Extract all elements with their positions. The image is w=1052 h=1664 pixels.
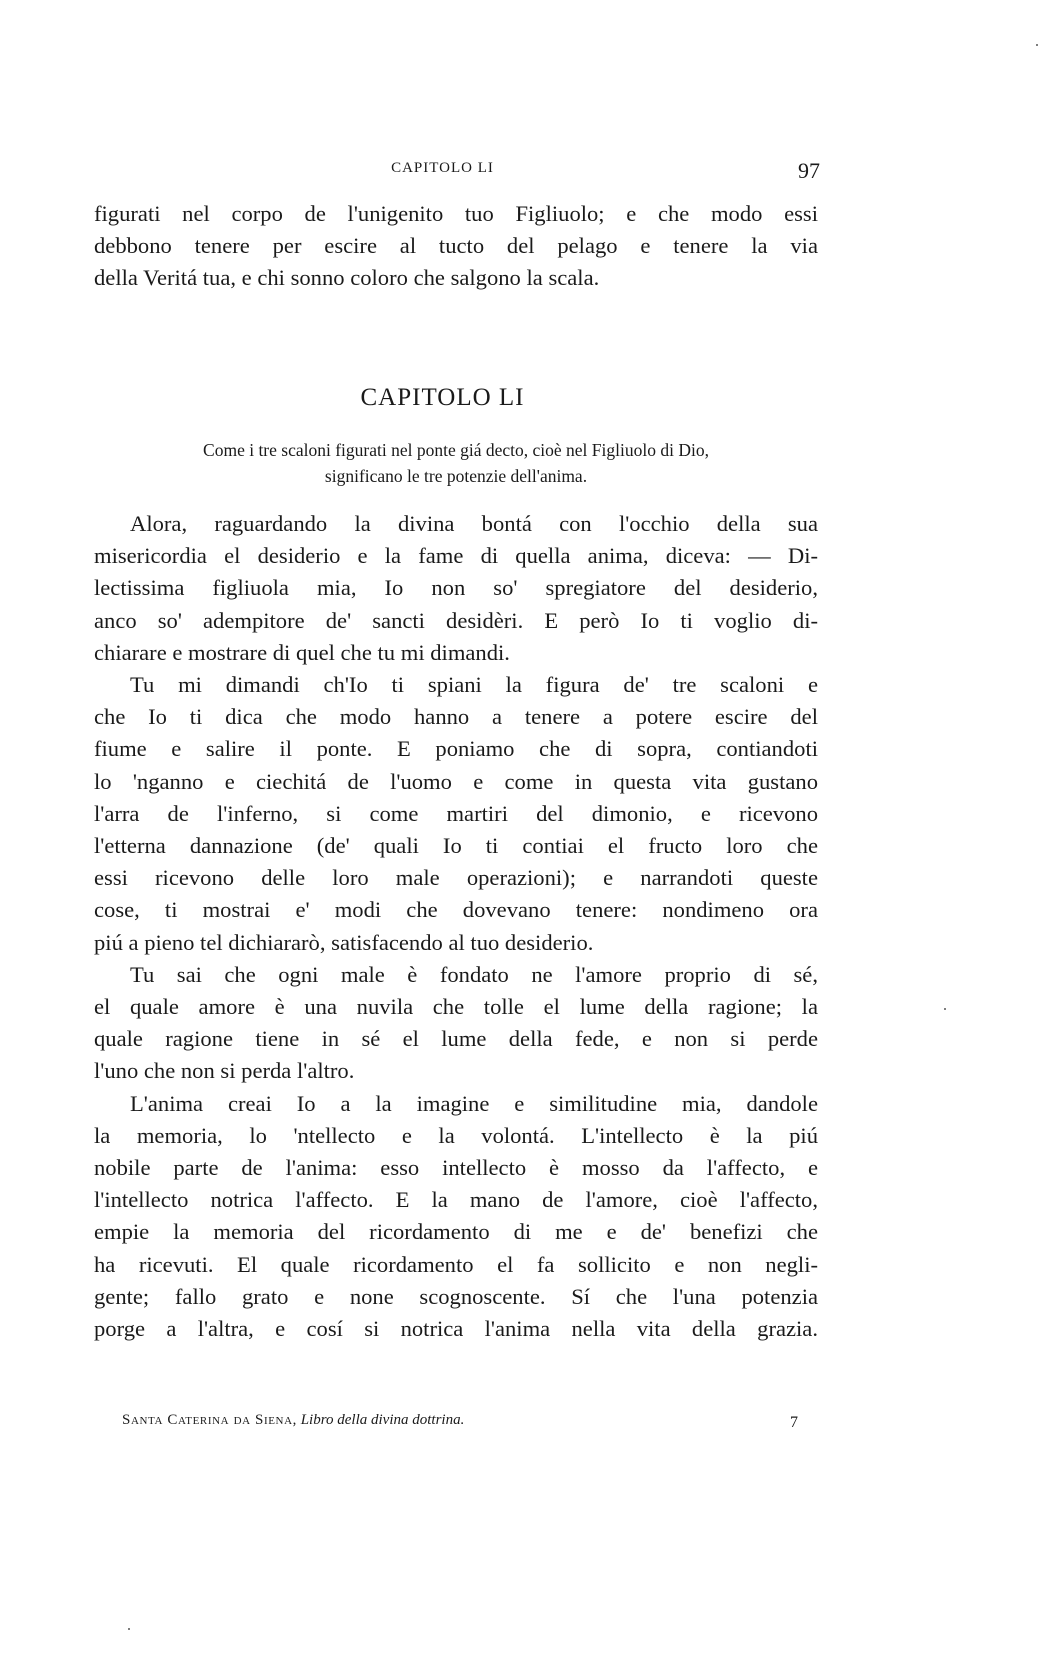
text-line: la memoria, lo 'ntellecto e la volontá. L'intellecto è la piú [94, 1122, 818, 1148]
text-line: porge a l'altra, e cosí si notrica l'anima nella vita della grazia. [94, 1316, 818, 1342]
text-line: gente; fallo grato e none scognoscente. Sí che l'una potenzia [94, 1283, 818, 1309]
text-line: debbono tenere per escire al tucto del pelago e tenere la via [94, 233, 818, 259]
text-line: l'etterna dannazione (de' quali Io ti contiai el fructo loro che [94, 833, 818, 859]
text-line: piú a pieno tel dichiararò, satisfacendo al tuo desiderio. [94, 929, 594, 955]
text-line: L'anima creai Io a la imagine e similitudine mia, dandole [130, 1090, 818, 1116]
scan-speck [128, 1628, 130, 1630]
text-line: l'uno che non si perda l'altro. [94, 1058, 355, 1084]
scan-speck [1036, 44, 1038, 46]
chapter-heading: CAPITOLO LI [360, 384, 525, 411]
paragraph [94, 669, 818, 959]
text-line: anco so' adempitore de' sancti desidèri. E però Io ti voglio di- [94, 607, 818, 633]
signature-footer [122, 1412, 798, 1436]
chapter-argument [94, 437, 818, 489]
body-text [94, 508, 818, 1345]
text-line: cose, ti mostrai e' modi che dovevano tenere: nondimeno ora [94, 897, 818, 923]
text-line: Tu sai che ogni male è fondato ne l'amore proprio di sé, [130, 961, 818, 987]
running-head [0, 158, 1052, 186]
text-line: l'intellecto notrica l'affecto. E la mano de l'amore, cioè l'affecto, [94, 1187, 818, 1213]
paragraph [94, 959, 818, 1088]
text-line: Alora, raguardando la divina bontá con l'occhio della sua [130, 511, 818, 536]
paragraph [94, 1088, 818, 1346]
footer-author: Santa Caterina da Siena, [122, 1412, 297, 1428]
text-line: della Veritá tua, e chi sonno coloro che salgono la scala. [94, 265, 600, 291]
text-line: empie la memoria del ricordamento di me e de' benefizi che [94, 1219, 818, 1245]
argument-line: Come i tre scaloni figurati nel ponte giá decto, cioè nel Figliuolo di Dio, [203, 440, 709, 460]
text-line: chiarare e mostrare di quel che tu mi dimandi. [94, 639, 510, 665]
text-line: figurati nel corpo de l'unigenito tuo Figliuolo; e che modo essi [94, 201, 818, 226]
opening-paragraph [94, 198, 818, 295]
paragraph [94, 508, 818, 669]
argument-line: significano le tre potenzie dell'anima. [324, 466, 588, 486]
page-number: 97 [798, 158, 820, 183]
scan-speck [944, 1008, 946, 1010]
footer-work-title: Libro della divina dottrina. [300, 1412, 465, 1428]
text-line: el quale amore è una nuvila che tolle el lume della ragione; la [94, 994, 818, 1020]
text-line: che Io ti dica che modo hanno a tenere a potere escire del [94, 704, 818, 730]
text-line: misericordia el desiderio e la fame di quella anima, diceva: — Di- [94, 543, 818, 569]
text-line: Tu mi dimandi ch'Io ti spiani la figura de' tre scaloni e [130, 672, 818, 698]
text-line: essi ricevono delle loro male operazioni); e narrandoti queste [94, 865, 818, 891]
text-line: nobile parte de l'anima: esso intellecto è mosso da l'affecto, e [94, 1155, 818, 1181]
text-line: l'arra de l'inferno, si come martiri del dimonio, e ricevono [94, 800, 818, 826]
text-line: fiume e salire il ponte. E poniamo che di sopra, contiandoti [94, 736, 818, 762]
text-line: lo 'nganno e ciechitá de l'uomo e come in questa vita gustano [94, 768, 818, 794]
running-head-title: CAPITOLO LI [391, 160, 494, 176]
footer-signature-mark: 7 [790, 1414, 798, 1431]
text-line: ha ricevuti. El quale ricordamento el fa sollicito e non negli- [94, 1251, 818, 1277]
text-line: quale ragione tiene in sé el lume della fede, e non si perde [94, 1026, 818, 1052]
text-line: lectissima figliuola mia, Io non so' spregiatore del desiderio, [94, 575, 818, 601]
